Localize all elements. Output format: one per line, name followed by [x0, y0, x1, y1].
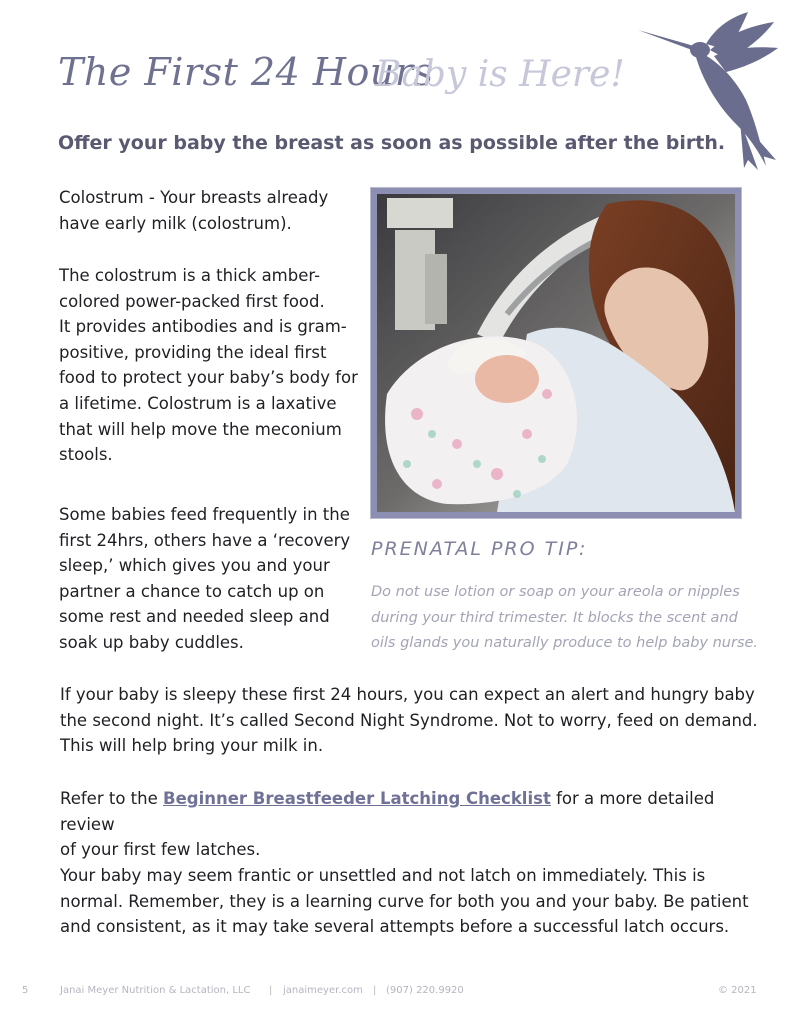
text-line: colored power-packed first food. — [59, 291, 325, 311]
latching-checklist-link[interactable]: Beginner Breastfeeder Latching Checklist — [163, 789, 551, 808]
tip-heading: PRENATAL PRO TIP: — [371, 538, 588, 560]
text-line: of your first few latches. — [60, 840, 261, 860]
refer-suffix: for a more detailed review — [60, 789, 715, 834]
text-line: have early milk (colostrum). — [59, 213, 292, 233]
footer-copyright: © 2021 — [718, 985, 757, 996]
second-night-paragraph — [60, 682, 760, 759]
frantic-paragraph — [60, 863, 760, 940]
text-line: Colostrum - Your breasts already — [59, 188, 329, 207]
text-line: that will help move the meconium — [59, 419, 342, 439]
text-line: The colostrum is a thick amber- — [59, 266, 321, 285]
text-line: and consistent, as it may take several attempts before a successful latch occurs. — [60, 917, 730, 937]
footer-company: Janai Meyer Nutrition & Lactation, LLC — [60, 985, 251, 996]
monitor-shape — [387, 198, 453, 228]
footer-phone: (907) 220.9920 — [386, 985, 464, 996]
refer-prefix: Refer to the — [60, 789, 163, 808]
footer-separator: | — [373, 985, 377, 996]
tip-text — [371, 580, 771, 657]
text-line: If your baby is sleepy these first 24 hours, you can expect an alert and hungry baby — [60, 685, 755, 704]
page-number: 5 — [22, 985, 29, 996]
page-subtitle-script: Baby is Here! — [375, 54, 625, 95]
text-line: partner a chance to catch up on — [59, 581, 325, 601]
tip-line: during your third trimester. It blocks the scent and — [371, 609, 738, 626]
text-line: Some babies feed frequently in the — [59, 505, 350, 524]
text-line: It provides antibodies and is gram- — [59, 317, 347, 337]
text-line: the second night. It’s called Second Night Syndrome. Not to worry, feed on demand. — [60, 710, 758, 730]
text-line — [60, 786, 760, 837]
text-line: stools. — [59, 445, 113, 465]
colostrum-paragraph — [59, 185, 359, 236]
colostrum-details-paragraph — [59, 263, 359, 468]
page-title: The First 24 Hours — [58, 50, 434, 94]
text-line: sleep,’ which gives you and your — [59, 556, 330, 576]
mother-newborn-photo — [371, 188, 741, 518]
text-line: soak up baby cuddles. — [59, 632, 244, 652]
text-line: This will help bring your milk in. — [60, 736, 324, 756]
recovery-sleep-paragraph — [59, 502, 359, 656]
tip-line: Do not use lotion or soap on your areola or nipples — [371, 584, 740, 600]
text-line: Your baby may seem frantic or unsettled and not latch on immediately. This is — [60, 866, 706, 885]
page-footer — [0, 985, 791, 1001]
text-line: some rest and needed sleep and — [59, 607, 330, 627]
text-line: normal. Remember, they is a learning curve for both you and your baby. Be patient — [60, 891, 749, 911]
text-line: first 24hrs, others have a ‘recovery — [59, 530, 351, 550]
text-line: positive, providing the ideal first — [59, 342, 327, 362]
refer-paragraph — [60, 786, 760, 863]
tip-line: oils glands you naturally produce to help baby nurse. — [371, 635, 759, 651]
footer-website[interactable]: janaimeyer.com — [283, 985, 363, 996]
intro-heading: Offer your baby the breast as soon as possible after the birth. — [58, 132, 726, 154]
text-line: food to protect your baby’s body for — [59, 368, 358, 388]
text-line: a lifetime. Colostrum is a laxative — [59, 393, 337, 413]
footer-separator: | — [269, 985, 273, 996]
